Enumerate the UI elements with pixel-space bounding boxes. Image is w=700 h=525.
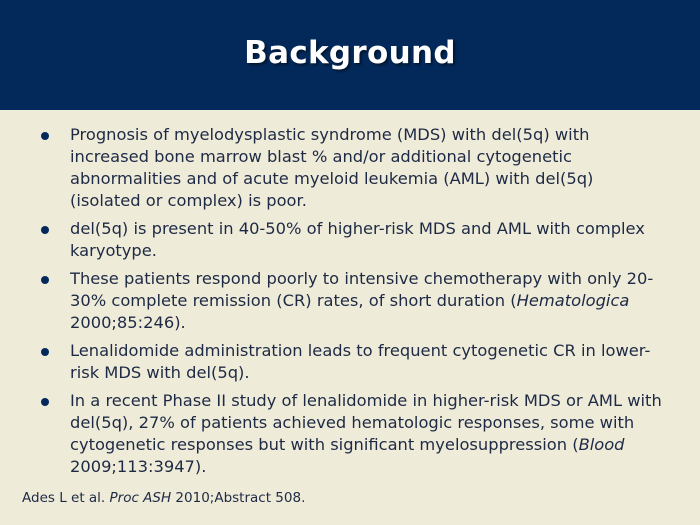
bullet-text: 2009;113:3947). bbox=[70, 457, 207, 476]
bullet-journal-name: Blood bbox=[578, 435, 625, 454]
citation-authors: Ades L et al. bbox=[22, 490, 110, 506]
slide-content bbox=[0, 124, 700, 484]
citation bbox=[22, 489, 305, 507]
bullet-dot-icon bbox=[41, 398, 49, 406]
slide-header bbox=[0, 0, 700, 110]
bullet-text: del(5q) is present in 40-50% of higher-risk MDS and AML with complex karyotype. bbox=[70, 219, 645, 260]
slide-title: Background bbox=[244, 35, 456, 71]
bullet-item bbox=[0, 218, 700, 262]
bullet-text: In a recent Phase II study of lenalidomide in higher-risk MDS or AML with del(5q), 27% of patients achieved hematologic responses, some with cytogenetic responses but with significant myelosuppression ( bbox=[70, 391, 662, 454]
bullet-text: Prognosis of myelodysplastic syndrome (MDS) with del(5q) with increased bone marrow blast % and/or additional cytogenetic abnormalities and of acute myeloid leukemia (AML) with del(5q) (isolated or complex) is poor. bbox=[70, 125, 594, 210]
bullet-item bbox=[0, 390, 700, 478]
bullet-text: These patients respond poorly to intensive chemotherapy with only 20-30% complete remission (CR) rates, of short duration ( bbox=[70, 269, 654, 310]
bullet-dot-icon bbox=[41, 276, 49, 284]
bullet-list bbox=[0, 124, 700, 478]
citation-journal: Proc ASH bbox=[109, 490, 172, 506]
bullet-dot-icon bbox=[41, 132, 49, 140]
bullet-dot-icon bbox=[41, 226, 49, 234]
bullet-item bbox=[0, 268, 700, 334]
bullet-text: Lenalidomide administration leads to frequent cytogenetic CR in lower-risk MDS with del(5q). bbox=[70, 341, 651, 382]
bullet-item bbox=[0, 340, 700, 384]
bullet-text: 2000;85:246). bbox=[70, 313, 186, 332]
bullet-journal-name: Hematologica bbox=[516, 291, 630, 310]
citation-details: 2010;Abstract 508. bbox=[171, 490, 306, 506]
bullet-dot-icon bbox=[41, 348, 49, 356]
bullet-item bbox=[0, 124, 700, 212]
